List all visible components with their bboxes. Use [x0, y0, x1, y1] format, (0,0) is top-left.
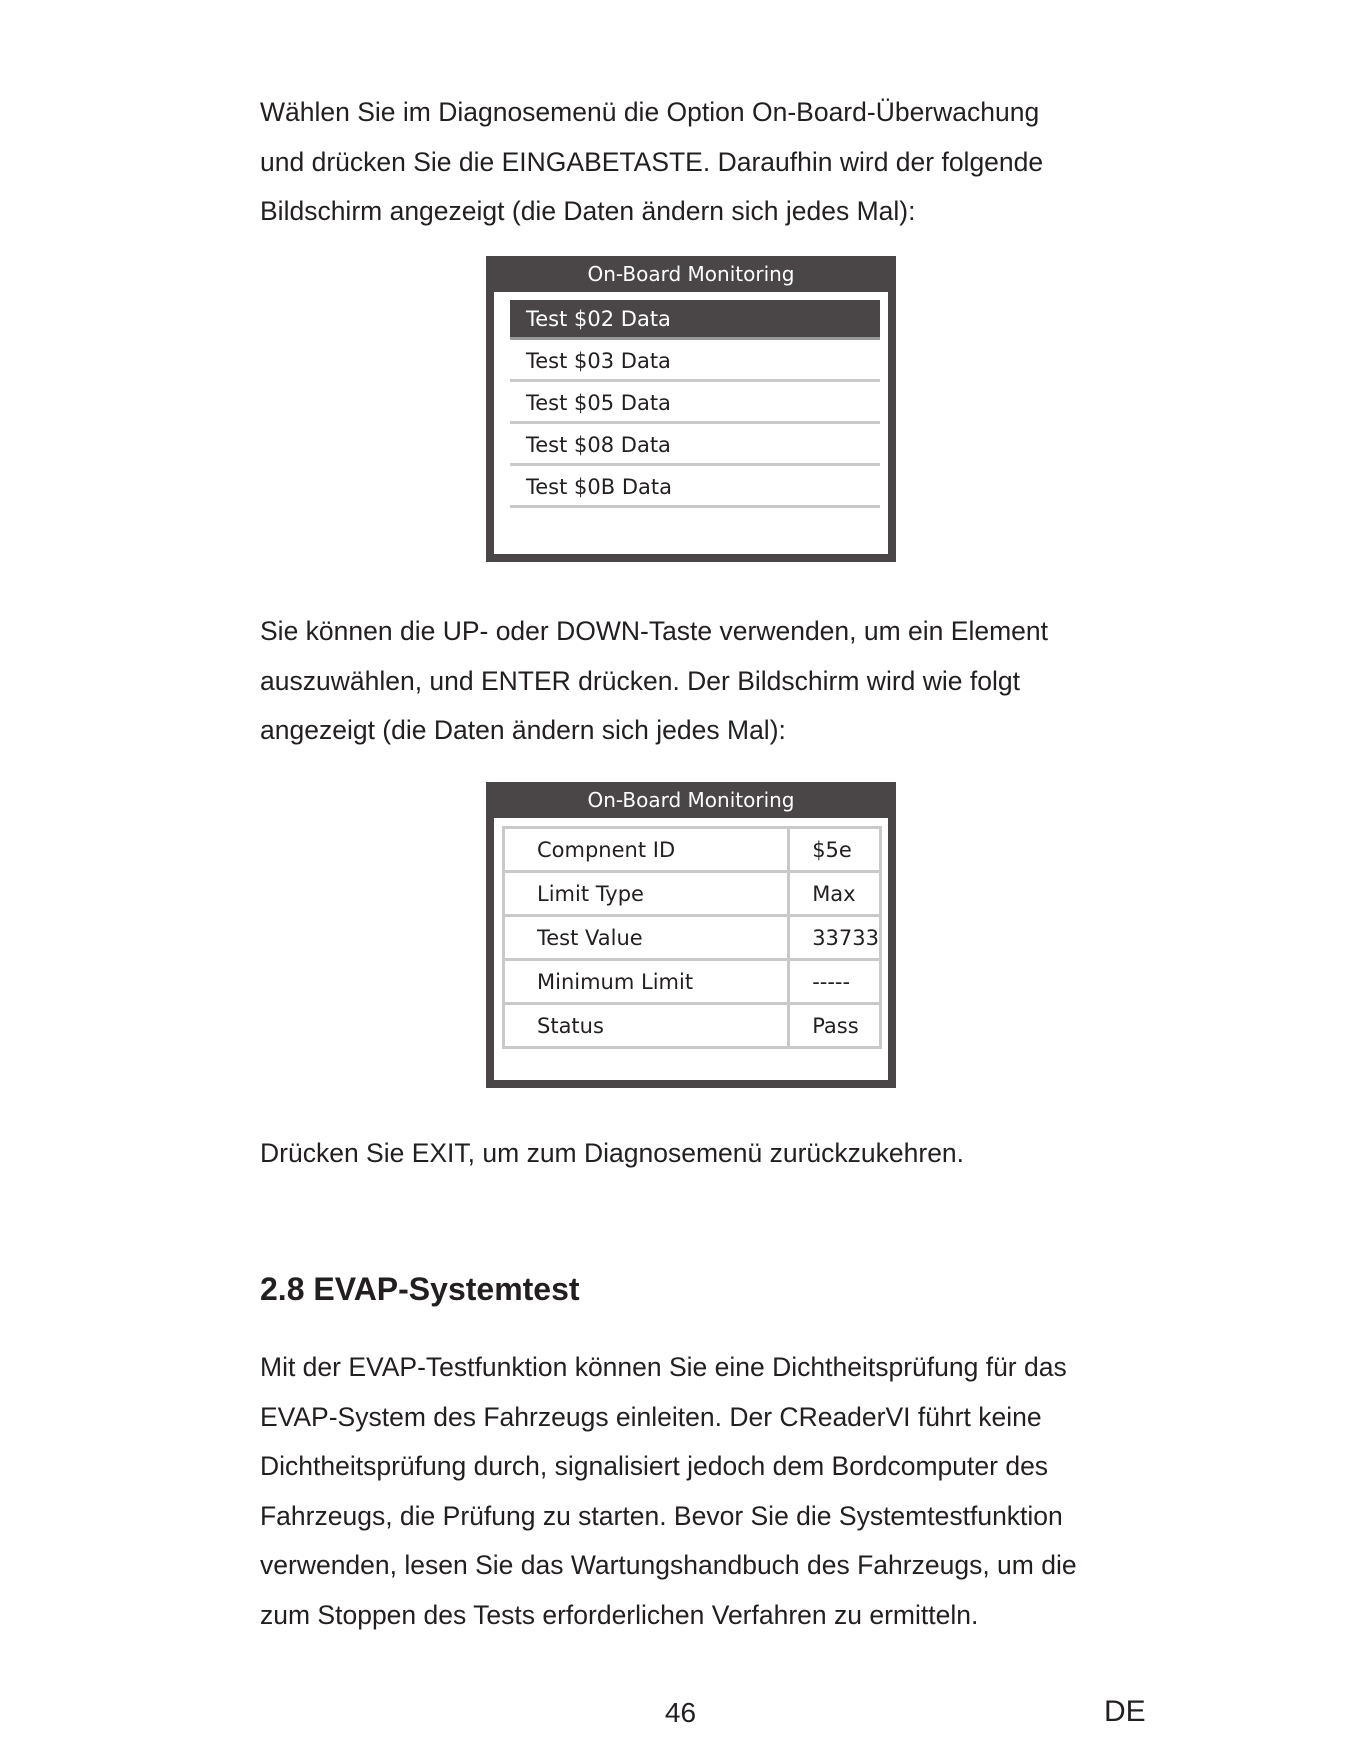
language-code: DE	[1104, 1695, 1146, 1728]
table-row	[504, 828, 881, 872]
result-panel	[494, 818, 888, 1080]
row-label: Compnent ID	[504, 828, 789, 872]
menu-item-test-02[interactable]: Test $02 Data	[510, 300, 880, 340]
table-row	[504, 916, 881, 960]
row-value: 33733	[789, 916, 881, 960]
menu-item-test-05[interactable]: Test $05 Data	[510, 384, 880, 424]
table-row	[504, 872, 881, 916]
result-table	[502, 826, 882, 1049]
screen-title: On-Board Monitoring	[587, 262, 795, 286]
menu-list	[494, 292, 888, 554]
row-label: Limit Type	[504, 872, 789, 916]
menu-item-test-08[interactable]: Test $08 Data	[510, 426, 880, 466]
row-label: Minimum Limit	[504, 960, 789, 1004]
row-label: Test Value	[504, 916, 789, 960]
menu-item-test-03[interactable]: Test $03 Data	[510, 342, 880, 382]
row-value: $5e	[789, 828, 881, 872]
obm-menu-screen	[486, 256, 896, 562]
obm-result-screen	[486, 782, 896, 1088]
select-paragraph: Sie können die UP- oder DOWN-Taste verwenden, um ein Element auszuwählen, und ENTER drücken. Der Bildschirm wird wie folgt angezeigt (die Daten ändern sich jedes Mal):	[260, 616, 1048, 745]
row-value: -----	[789, 960, 881, 1004]
page-number: 46	[664, 1697, 697, 1728]
table-row	[504, 1004, 881, 1048]
row-value: Pass	[789, 1004, 881, 1048]
exit-paragraph: Drücken Sie EXIT, um zum Diagnosemenü zurückzukehren.	[260, 1138, 965, 1168]
menu-item-test-0b[interactable]: Test $0B Data	[510, 468, 880, 508]
evap-paragraph: Mit der EVAP-Testfunktion können Sie eine Dichtheitsprüfung für das EVAP-System des Fahrzeugs einleiten. Der CReaderVI führt keine Dichtheitsprüfung durch, signalisiert jedoch dem Bordcomputer des Fahrzeugs, die Prüfung zu starten. Bevor Sie die Systemtestfunktion verwenden, lesen Sie das Wartungshandbuch des Fahrzeugs, um die zum Stoppen des Tests erforderlichen Verfahren zu ermitteln.	[260, 1352, 1077, 1630]
table-row	[504, 960, 881, 1004]
row-label: Status	[504, 1004, 789, 1048]
intro-paragraph: Wählen Sie im Diagnosemenü die Option On-Board-Überwachung und drücken Sie die EINGABETASTE. Daraufhin wird der folgende Bildschirm angezeigt (die Daten ändern sich jedes Mal):	[260, 97, 1044, 226]
section-heading: 2.8 EVAP-Systemtest	[260, 1271, 580, 1307]
screen-title: On-Board Monitoring	[587, 788, 795, 812]
row-value: Max	[789, 872, 881, 916]
